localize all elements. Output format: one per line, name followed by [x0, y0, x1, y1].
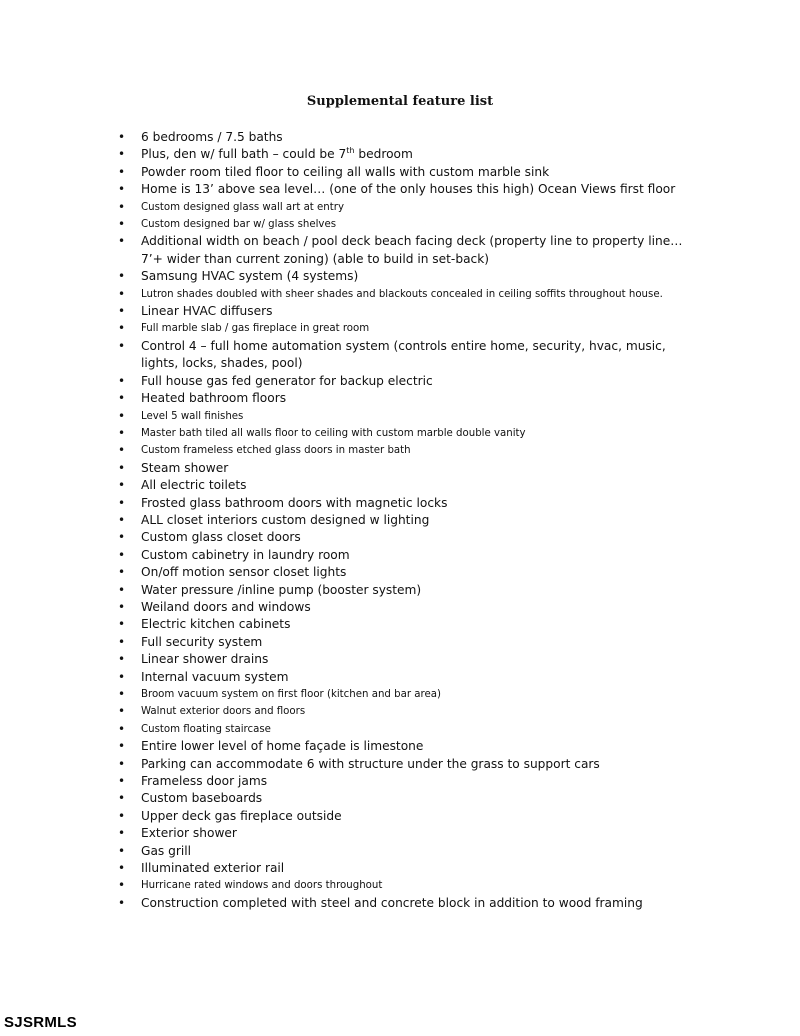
- list-item-text: Home is 13’ above sea level… (one of the only houses this high) Ocean Views first floor: [141, 182, 676, 197]
- bullet-icon: •: [118, 338, 126, 353]
- list-item-text: Custom designed glass wall art at entry: [141, 201, 344, 213]
- list-item-text: Frosted glass bathroom doors with magnetic locks: [141, 495, 448, 510]
- bullet-icon: •: [118, 217, 126, 232]
- list-item-text: Internal vacuum system: [141, 669, 289, 684]
- list-item-text: Hurricane rated windows and doors throughout: [141, 880, 383, 892]
- list-item-text: Custom cabinetry in laundry room: [141, 547, 350, 562]
- bullet-icon: •: [118, 147, 126, 162]
- list-item: [0, 390, 800, 407]
- list-item-text: Exterior shower: [141, 826, 237, 841]
- list-item: [0, 651, 800, 668]
- bullet-icon: •: [118, 617, 126, 632]
- bullet-icon: •: [118, 652, 126, 667]
- bullet-icon: •: [118, 895, 126, 910]
- bullet-icon: •: [118, 843, 126, 858]
- list-item-text: Electric kitchen cabinets: [141, 617, 291, 632]
- list-item-text: Water pressure /inline pump (booster system): [141, 582, 422, 597]
- list-item-text-part: Plus, den w/ full bath – could be 7: [141, 147, 347, 162]
- list-item-superscript: th: [346, 146, 355, 156]
- list-item-text: On/off motion sensor closet lights: [141, 565, 347, 580]
- bullet-icon: •: [118, 164, 126, 179]
- list-item-text: Full house gas fed generator for backup electric: [141, 373, 433, 388]
- list-item-text: Custom glass closet doors: [141, 530, 301, 545]
- list-item-text: Level 5 wall finishes: [141, 410, 244, 422]
- list-item: [0, 790, 800, 807]
- bullet-icon: •: [118, 304, 126, 319]
- list-item: [0, 146, 800, 163]
- list-item-text: 6 bedrooms / 7.5 baths: [141, 130, 283, 144]
- bullet-icon: •: [118, 199, 126, 214]
- list-item-text: Powder room tiled floor to ceiling all walls with custom marble sink: [141, 164, 550, 179]
- bullet-icon: •: [118, 391, 126, 406]
- bullet-icon: •: [118, 721, 126, 736]
- list-item-text: ALL closet interiors custom designed w lighting: [141, 512, 430, 527]
- mls-watermark: SJSRMLS: [4, 1014, 77, 1031]
- list-item-text: Full security system: [141, 634, 263, 649]
- list-item: [0, 460, 800, 477]
- bullet-icon: •: [118, 286, 126, 301]
- list-item-text: Gas grill: [141, 843, 192, 858]
- list-item: [0, 703, 800, 720]
- bullet-icon: •: [118, 460, 126, 475]
- list-item-text: Broom vacuum system on first floor (kitchen and bar area): [141, 689, 441, 700]
- list-item: [0, 495, 800, 512]
- list-item-text: Control 4 – full home automation system (controls entire home, security, hvac, music, lights, locks, shades, pool): [141, 338, 666, 371]
- bullet-icon: •: [118, 861, 126, 876]
- list-item: [0, 582, 800, 599]
- list-item: [0, 129, 800, 146]
- list-item: [0, 895, 800, 912]
- bullet-icon: •: [118, 443, 126, 458]
- list-item-text: Upper deck gas fireplace outside: [141, 808, 342, 823]
- list-item: [0, 338, 800, 373]
- list-item: [0, 181, 800, 198]
- bullet-icon: •: [118, 582, 126, 597]
- list-item-text: Samsung HVAC system (4 systems): [141, 269, 359, 284]
- list-item: [0, 512, 800, 529]
- list-item: [0, 268, 800, 285]
- list-item-text: Custom baseboards: [141, 791, 263, 806]
- list-item: [0, 686, 800, 703]
- list-item: [0, 233, 800, 268]
- list-item: [0, 616, 800, 633]
- list-item-text-part: bedroom: [354, 147, 413, 162]
- bullet-icon: •: [118, 512, 126, 527]
- list-item-text: Entire lower level of home façade is limestone: [141, 739, 424, 754]
- list-item: [0, 738, 800, 755]
- bullet-icon: •: [118, 408, 126, 423]
- feature-list: [0, 129, 800, 912]
- list-item: [0, 860, 800, 877]
- bullet-icon: •: [118, 269, 126, 284]
- bullet-icon: •: [118, 234, 126, 249]
- list-item: [0, 634, 800, 651]
- list-item-text: Full marble slab / gas fireplace in great room: [141, 323, 370, 335]
- list-item: [0, 303, 800, 320]
- list-item-text: Steam shower: [141, 460, 229, 475]
- list-item: [0, 216, 800, 233]
- list-item: [0, 547, 800, 564]
- list-item-text: Heated bathroom floors: [141, 391, 287, 406]
- bullet-icon: •: [118, 704, 126, 719]
- page-title: Supplemental feature list: [306, 94, 494, 109]
- bullet-icon: •: [118, 826, 126, 841]
- list-item: [0, 773, 800, 790]
- list-item: [0, 808, 800, 825]
- bullet-icon: •: [118, 687, 126, 701]
- list-item-text: Weiland doors and windows: [141, 599, 311, 614]
- list-item: [0, 529, 800, 546]
- bullet-icon: •: [118, 878, 126, 893]
- list-item: [0, 756, 800, 773]
- bullet-icon: •: [118, 321, 126, 336]
- bullet-icon: •: [118, 774, 126, 789]
- list-item-text: Master bath tiled all walls floor to ceiling with custom marble double vanity: [141, 427, 526, 439]
- list-item-text: Parking can accommodate 6 with structure under the grass to support cars: [141, 756, 600, 771]
- list-item: [0, 843, 800, 860]
- list-item: [0, 373, 800, 390]
- list-item-text: Additional width on beach / pool deck beach facing deck (property line to property line…7’+ wider than current zoning) (able to build in set-back): [141, 234, 683, 266]
- list-item-text: All electric toilets: [141, 478, 247, 493]
- list-item: [0, 477, 800, 494]
- bullet-icon: •: [118, 182, 126, 197]
- list-item: [0, 199, 800, 216]
- bullet-icon: •: [118, 669, 126, 684]
- list-item-text: [141, 147, 413, 161]
- list-item: [0, 825, 800, 842]
- list-item-text: Custom frameless etched glass doors in master bath: [141, 445, 411, 457]
- list-item: [0, 564, 800, 581]
- bullet-icon: •: [118, 565, 126, 580]
- bullet-icon: •: [118, 791, 126, 806]
- bullet-icon: •: [118, 756, 126, 771]
- list-item: [0, 408, 800, 425]
- list-item-text: Custom floating staircase: [141, 723, 271, 735]
- list-item: [0, 320, 800, 337]
- bullet-icon: •: [118, 478, 126, 493]
- list-item-text: Walnut exterior doors and floors: [141, 706, 306, 718]
- bullet-icon: •: [118, 425, 126, 440]
- list-item: [0, 669, 800, 686]
- list-item: [0, 877, 800, 894]
- bullet-icon: •: [118, 530, 126, 545]
- bullet-icon: •: [118, 547, 126, 562]
- bullet-icon: •: [118, 130, 126, 144]
- list-item: [0, 721, 800, 738]
- list-item-text: Linear HVAC diffusers: [141, 304, 273, 319]
- list-item: [0, 425, 800, 442]
- bullet-icon: •: [118, 599, 126, 614]
- list-item-text: Linear shower drains: [141, 652, 269, 667]
- list-item-text: Construction completed with steel and concrete block in addition to wood framing: [141, 895, 643, 910]
- bullet-icon: •: [118, 739, 126, 754]
- bullet-icon: •: [118, 808, 126, 823]
- list-item-text: Frameless door jams: [141, 774, 268, 789]
- list-item: [0, 442, 800, 459]
- list-item: [0, 164, 800, 181]
- bullet-icon: •: [118, 634, 126, 649]
- list-item: [0, 599, 800, 616]
- list-item-text: Lutron shades doubled with sheer shades and blackouts concealed in ceiling soffits throughout house.: [141, 288, 663, 300]
- bullet-icon: •: [118, 373, 126, 388]
- bullet-icon: •: [118, 495, 126, 510]
- list-item: [0, 286, 800, 303]
- list-item-text: Custom designed bar w/ glass shelves: [141, 219, 337, 231]
- list-item-text: Illuminated exterior rail: [141, 861, 285, 876]
